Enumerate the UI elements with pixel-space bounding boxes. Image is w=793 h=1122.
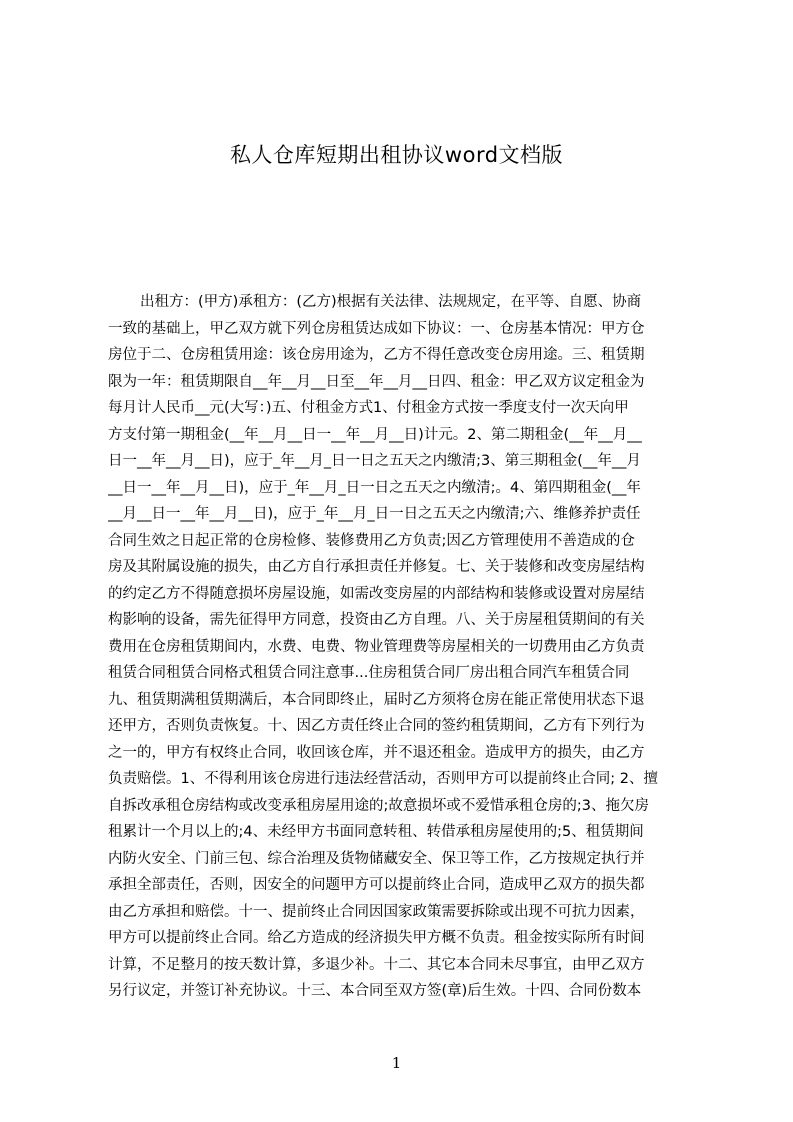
- body-line: 房位于二、仓房租赁用途：该仓房用途为，乙方不得任意改变仓房用途。三、租赁期: [108, 347, 645, 363]
- body-line: __日一__年__月__日)，应于_年__月_日一日之五天之内缴清;。4、第四期租金(__年: [108, 479, 641, 496]
- body-line: 由乙方承担和赔偿。十一、提前终止合同因国家政策需要拆除或出现不可抗力因素，: [108, 903, 645, 920]
- body-line: 构影响的设备，需先征得甲方同意，投资由乙方自理。八、关于房屋租赁期间的有关: [108, 612, 645, 628]
- body-line: 每月计人民币__元(大写：)五、付租金方式1、付租金方式按一季度支付一次天向甲: [108, 400, 629, 416]
- body-line: 的约定乙方不得随意损坏房屋设施，如需改变房屋的内部结构和装修或设置对房屋结: [108, 585, 645, 602]
- body-line: 费用在仓房租赁期间内，水费、电费、物业管理费等房屋相关的一切费用由乙方负责: [108, 638, 645, 655]
- body-line: 方支付第一期租金(__年__月__日一__年__月__日)计元。2、第二期租金(__年__月__: [108, 426, 642, 443]
- document-body: [108, 289, 698, 1005]
- body-line: 日一__年__月__日)，应于_年__月_日一日之五天之内缴清;3、第三期租金(__年__月: [108, 453, 641, 469]
- body-line: 租赁合同租赁合同格式租赁合同注意事...住房租赁合同厂房出租合同汽车租赁合同: [108, 665, 630, 681]
- page-number: 1: [391, 1054, 402, 1072]
- body-line: 计算，不足整月的按天数计算，多退少补。十二、其它本合同未尽事宜，由甲乙双方: [108, 956, 645, 973]
- body-line: 出租方：(甲方)承租方：(乙方)根据有关法律、法规规定，在平等、自愿、协商: [140, 294, 642, 310]
- document-title: 私人仓库短期出租协议word文档版: [229, 143, 564, 167]
- body-line: 内防火安全、门前三包、综合治理及货物储藏安全、保卫等工作，乙方按规定执行并: [108, 850, 645, 867]
- body-line: 负责赔偿。1、不得利用该仓房进行违法经营活动，否则甲方可以提前终止合同; 2、擅: [108, 771, 658, 787]
- body-line: 承担全部责任，否则，因安全的问题甲方可以提前终止合同，造成甲乙双方的损失都: [108, 877, 645, 893]
- body-line: 合同生效之日起正常的仓房检修、装修费用乙方负责;因乙方管理使用不善造成的仓: [108, 532, 635, 549]
- body-line: 九、租赁期满租赁期满后，本合同即终止，届时乙方须将仓房在能正常使用状态下退: [108, 691, 645, 708]
- body-line: 甲方可以提前终止合同。给乙方造成的经济损失甲方概不负责。租金按实际所有时间: [108, 930, 645, 946]
- body-line: __月__日一__年__月__日)，应于_年__月_日一日之五天之内缴清;六、维修养护责任: [108, 506, 641, 522]
- body-line: 租累计一个月以上的;4、未经甲方书面同意转租、转借承租房屋使用的;5、租赁期间: [108, 824, 644, 840]
- body-line: 限为一年：租赁期限自__年__月__日至__年__月__日四、租金：甲乙双方议定租金为: [108, 373, 645, 390]
- body-line: 之一的，甲方有权终止合同，收回该仓库，并不退还租金。造成甲方的损失，由乙方: [108, 744, 645, 761]
- body-line: 自拆改承租仓房结构或改变承租房屋用途的;故意损坏或不爱惜承租仓房的;3、拖欠房: [108, 797, 649, 814]
- body-line: 另行议定，并签订补充协议。十三、本合同至双方签(章)后生效。十四、合同份数本: [108, 983, 642, 999]
- body-line: 一致的基础上，甲乙双方就下列仓房租赁达成如下协议：一、仓房基本情况：甲方仓: [108, 320, 645, 337]
- body-line: 房及其附属设施的损失，由乙方自行承担责任并修复。七、关于装修和改变房屋结构: [108, 559, 645, 575]
- body-line: 还甲方，否则负责恢复。十、因乙方责任终止合同的签约租赁期间，乙方有下列行为: [108, 718, 645, 734]
